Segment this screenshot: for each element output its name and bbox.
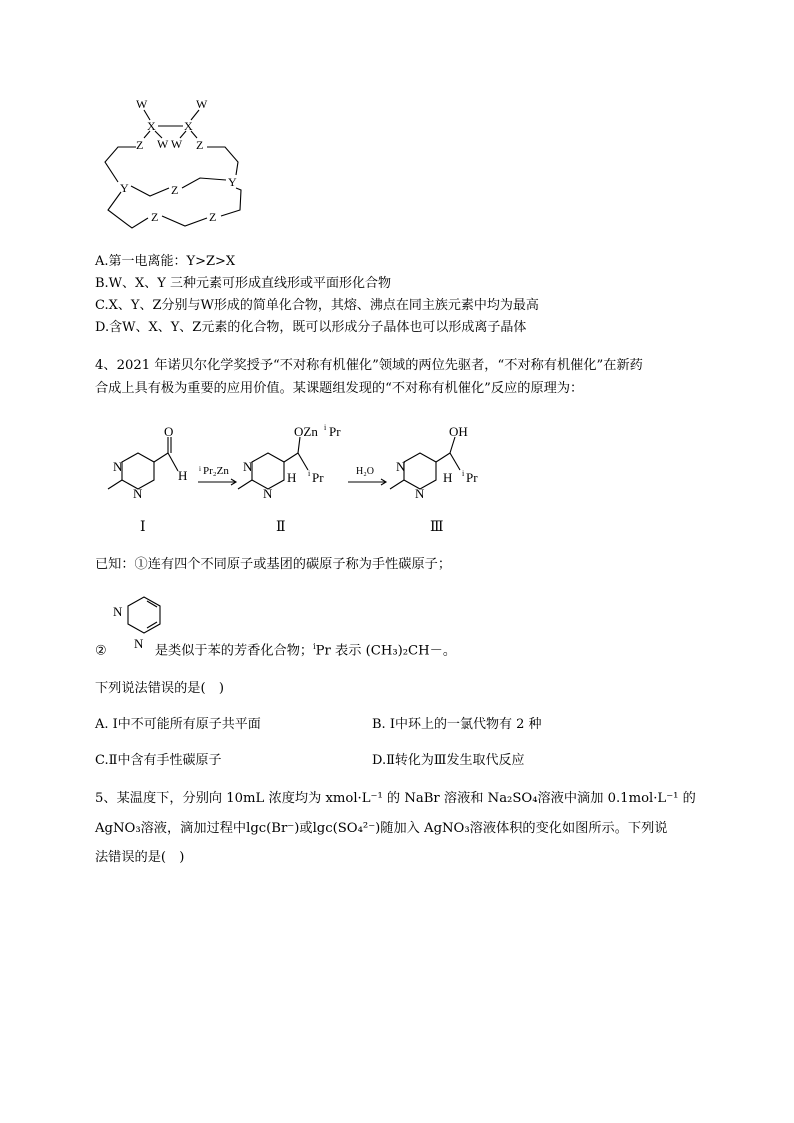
c2-ozn-sup: i bbox=[324, 423, 327, 432]
c2-ipr: Pr bbox=[312, 470, 324, 485]
c3-atom-n1: N bbox=[396, 459, 406, 474]
known-2-text-a: 是类似于苯的芳香化合物； bbox=[154, 643, 314, 659]
q4-known-1: 已知：①连有四个不同原子或基团的碳原子称为手性碳原子； bbox=[95, 557, 452, 572]
pyr-atom-n1: N bbox=[113, 604, 123, 619]
q3-option-a: A.第一电离能：Y>Z>X bbox=[95, 254, 236, 269]
atom-z-5: Z bbox=[209, 210, 217, 224]
q4-option-d: D.Ⅱ转化为Ⅲ发生取代反应 bbox=[372, 753, 525, 768]
label-compound-2: Ⅱ bbox=[276, 520, 286, 535]
c3-atom-n2: N bbox=[415, 486, 425, 501]
q4-option-c: C.Ⅱ中含有手性碳原子 bbox=[95, 753, 222, 768]
q5-line1: 5、某温度下，分别向 10mL 浓度均为 xmol·L⁻¹ 的 NaBr 溶液和 Na₂SO₄溶液中滴加 0.1mol·L⁻¹ 的 bbox=[95, 791, 696, 806]
c3-oh: OH bbox=[449, 424, 468, 439]
q4-stem-line2: 合成上具有极为重要的应用价值。某课题组发现的“不对称有机催化”反应的原理为： bbox=[95, 381, 584, 396]
q5-line3: 法错误的是( ) bbox=[95, 850, 185, 865]
c1-atom-n1: N bbox=[113, 459, 123, 474]
q5-line2: AgNO₃溶液，滴加过程中lgc(Br⁻)或lgc(SO₄²⁻)随加入 AgNO₃溶液体积的变化如图所示。下列说 bbox=[95, 821, 668, 836]
reagent2: H₂O bbox=[356, 466, 374, 477]
c3-atom-h: H bbox=[443, 470, 453, 485]
atom-x-2: X bbox=[184, 119, 193, 133]
atom-z-1: Z bbox=[136, 138, 144, 152]
c1-atom-o: O bbox=[164, 424, 174, 439]
c3-ipr-sup: i bbox=[462, 469, 465, 478]
q4-ask: 下列说法错误的是( ) bbox=[95, 681, 224, 696]
c2-atom-h: H bbox=[287, 470, 297, 485]
q3-option-c: C.X、Y、Z分别与W形成的简单化合物，其熔、沸点在同主族元素中均为最高 bbox=[95, 298, 539, 313]
c3-ipr: Pr bbox=[466, 470, 478, 485]
c2-atom-n1: N bbox=[243, 459, 253, 474]
known-2-sup: i bbox=[313, 642, 316, 651]
c2-atom-n2: N bbox=[263, 486, 273, 501]
atom-w-2: W bbox=[196, 97, 208, 111]
q4-option-b: B. Ⅰ中环上的一氯代物有 2 种 bbox=[372, 717, 542, 732]
q3-option-d: D.含W、X、Y、Z元素的化合物，既可以形成分子晶体也可以形成离子晶体 bbox=[95, 320, 527, 335]
known-2-num: ② bbox=[95, 643, 107, 659]
reagent1: Pr₂Zn bbox=[203, 465, 229, 477]
atom-y-2: Y bbox=[228, 175, 237, 189]
atom-w-pair: W W bbox=[157, 137, 183, 151]
pyr-atom-n2: N bbox=[134, 636, 144, 651]
q4-option-a: A. Ⅰ中不可能所有原子共平面 bbox=[95, 717, 261, 732]
q4-known-2 bbox=[95, 638, 456, 660]
atom-z-3: Z bbox=[171, 183, 179, 197]
atom-z-2: Z bbox=[196, 138, 204, 152]
q3-option-b: B.W、X、Y 三种元素可形成直线形或平面形化合物 bbox=[95, 276, 392, 291]
atom-y-1: Y bbox=[120, 181, 129, 195]
known-2-formula: (CH₃)₂CH－。 bbox=[365, 643, 457, 659]
atom-x-1: X bbox=[147, 119, 156, 133]
known-2-text-b: Pr 表示 bbox=[315, 643, 362, 659]
label-compound-1: Ⅰ bbox=[140, 520, 146, 535]
reagent1-sup: i bbox=[199, 465, 201, 473]
q4-stem-line1: 4、2021 年诺贝尔化学奖授予“不对称有机催化”领域的两位先驱者，“不对称有机催化”在新药 bbox=[95, 358, 643, 373]
c1-atom-h: H bbox=[178, 468, 188, 483]
c2-ozn: OZn bbox=[294, 424, 318, 439]
atom-w-1: W bbox=[136, 97, 148, 111]
c2-ozn-pr: Pr bbox=[329, 424, 341, 439]
label-compound-3: Ⅲ bbox=[430, 520, 444, 535]
atom-z-4: Z bbox=[151, 210, 159, 224]
c2-ipr-sup: i bbox=[308, 469, 311, 478]
c1-atom-n2: N bbox=[133, 486, 143, 501]
